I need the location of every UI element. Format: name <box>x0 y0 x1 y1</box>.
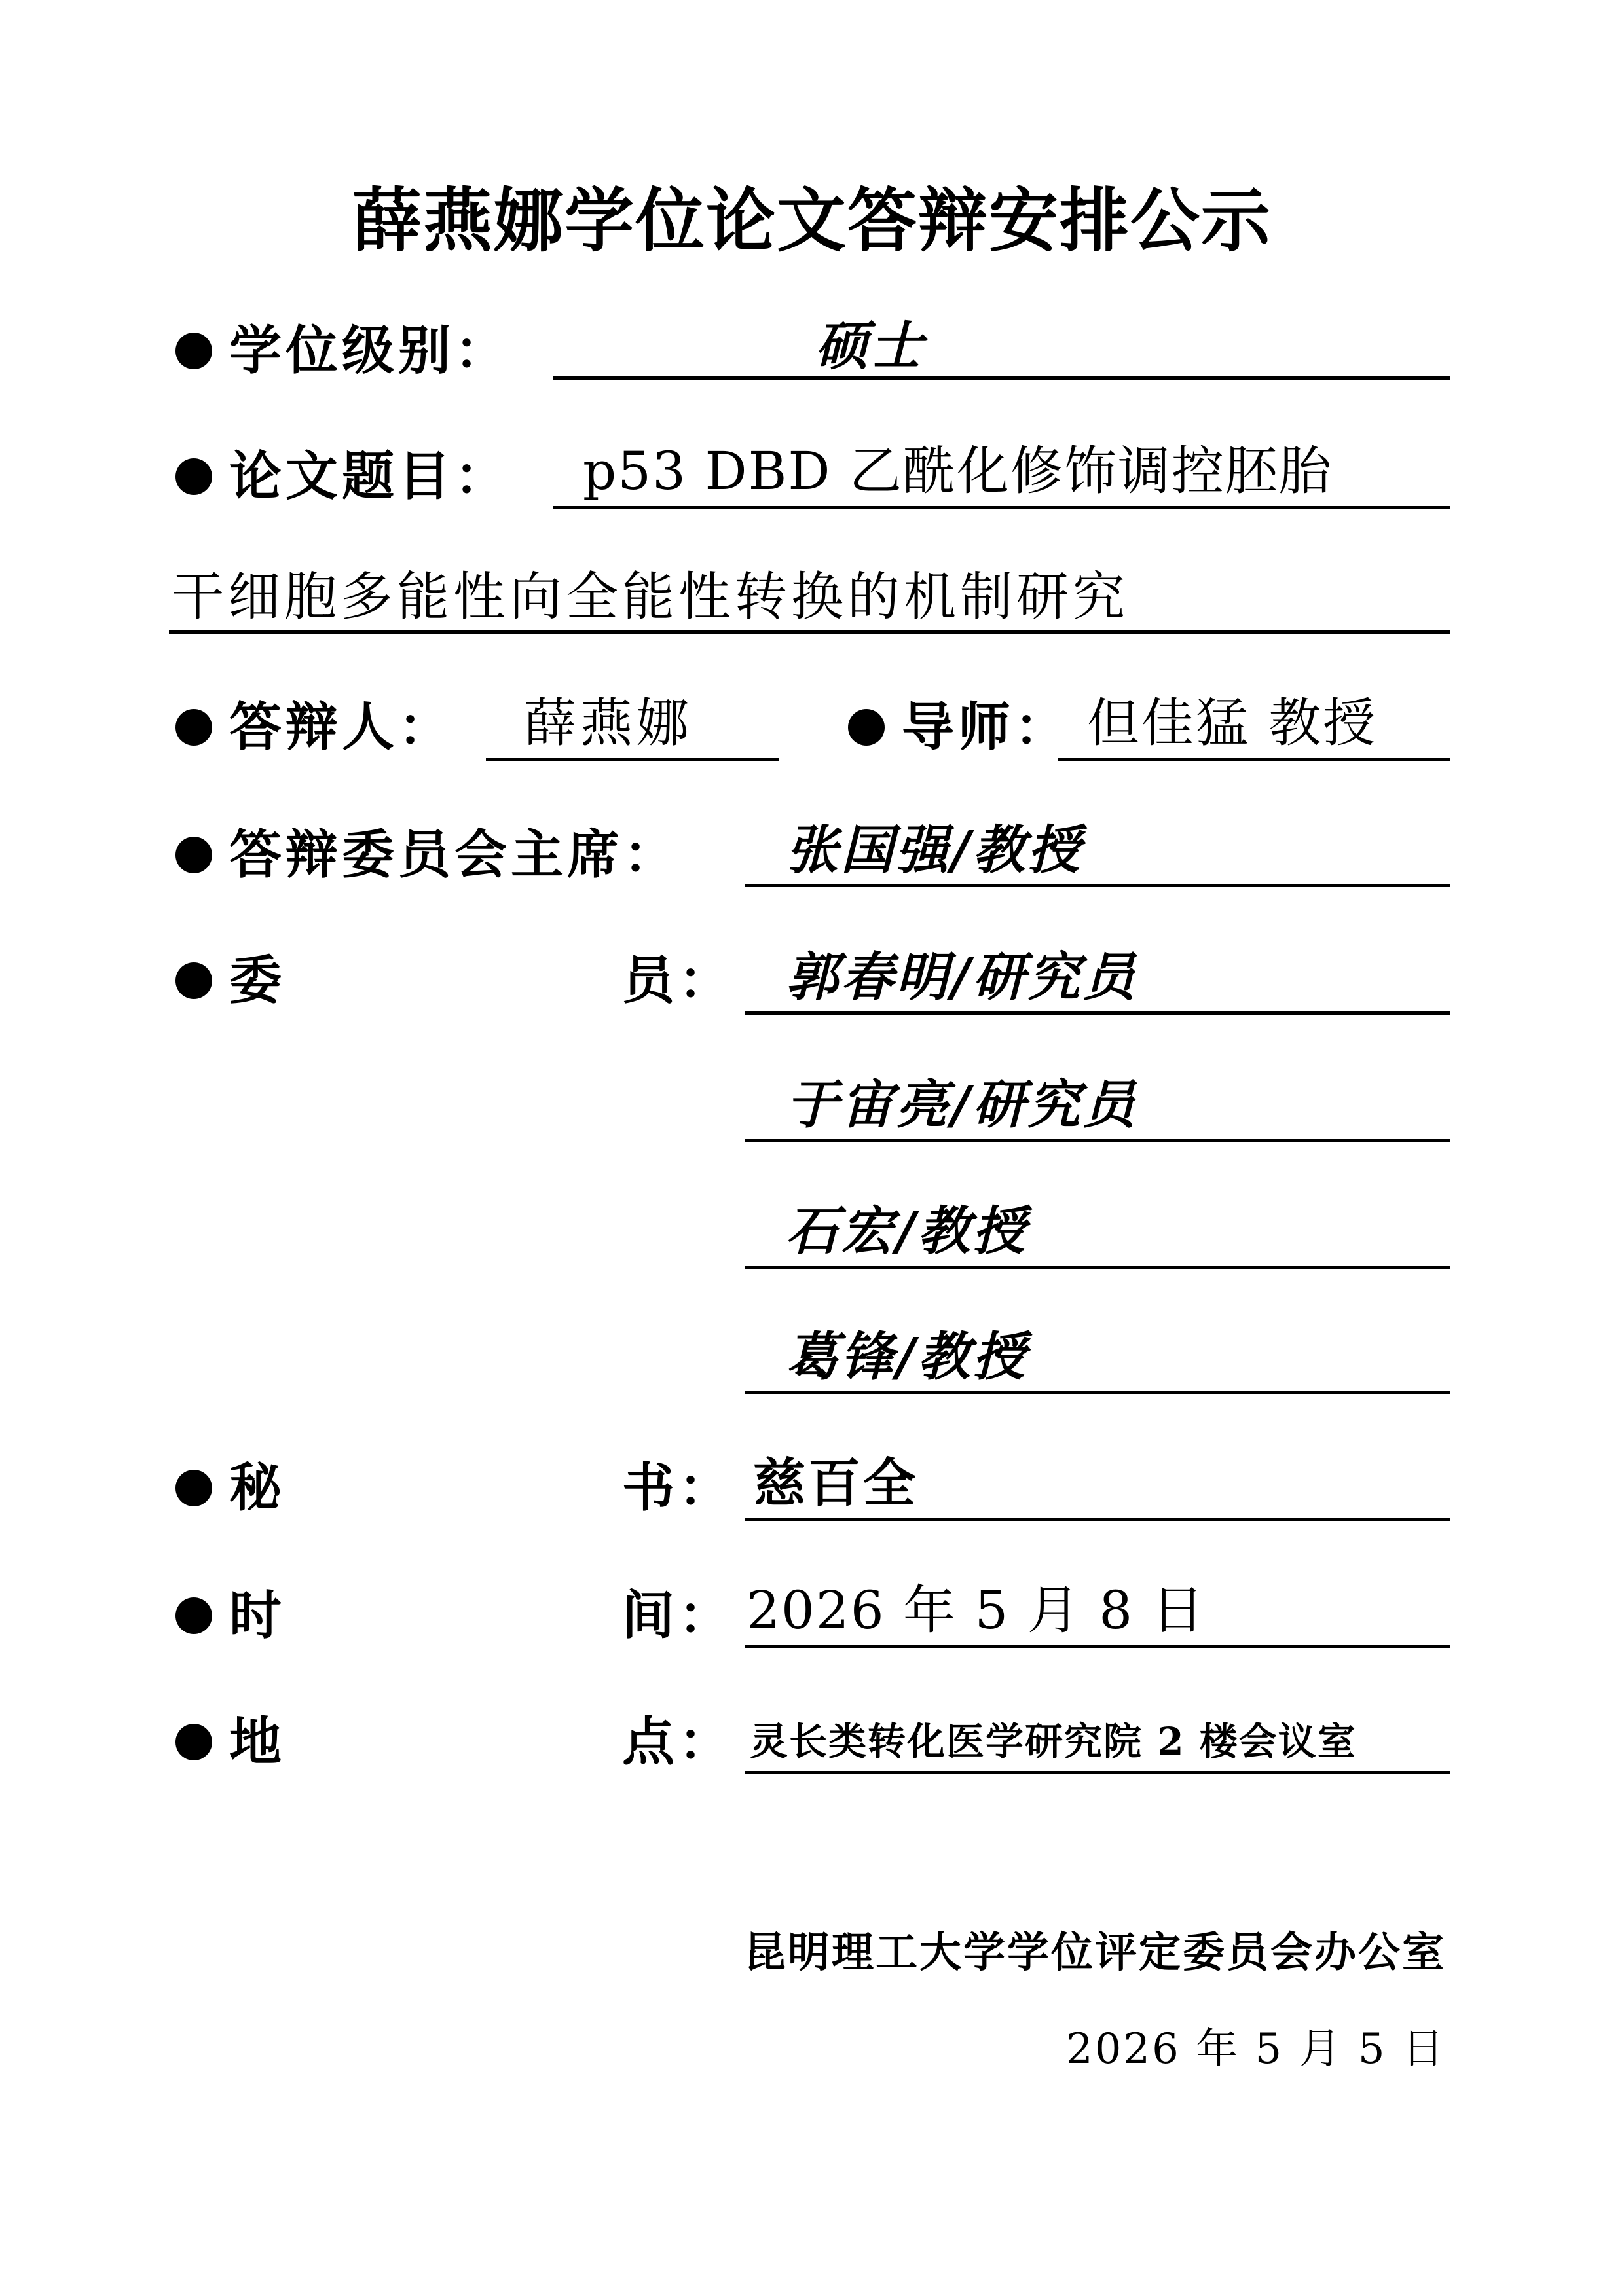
secretary-underline <box>745 1518 1450 1521</box>
time-value: 2026 年 5 月 8 日 <box>747 1580 1206 1641</box>
chair-label: 答辩委员会主席： <box>229 824 680 885</box>
secretary-label-left: 秘 <box>229 1457 286 1518</box>
committee-member: 石宏/教授 <box>786 1200 1028 1262</box>
bullet-icon <box>175 837 212 873</box>
advisor-underline <box>1058 758 1450 761</box>
committee-label-right: 员： <box>622 950 735 1011</box>
member-underline <box>745 1011 1450 1015</box>
defender-value: 薛燕娜 <box>524 693 693 754</box>
degree-value: 硕士 <box>815 315 925 376</box>
location-label-left: 地 <box>229 1711 286 1772</box>
committee-label-left: 委 <box>229 950 286 1011</box>
issuing-office: 昆明理工大学学位评定委员会办公室 <box>744 1929 1446 1977</box>
bullet-icon <box>175 709 212 746</box>
thesis-underline-2 <box>169 630 1450 634</box>
thesis-underline-1 <box>553 506 1450 509</box>
chair-value: 张国强/教授 <box>786 819 1083 881</box>
time-underline <box>745 1645 1450 1648</box>
location-underline <box>745 1771 1450 1774</box>
bullet-icon <box>175 962 212 999</box>
bullet-icon <box>175 458 212 495</box>
bullet-icon <box>848 709 885 746</box>
location-value: 灵长类转化医学研究院 2 楼会议室 <box>750 1719 1357 1764</box>
bullet-icon <box>175 333 212 369</box>
page-title: 薛燕娜学位论文答辩安排公示 <box>352 181 1272 261</box>
bullet-icon <box>175 1724 212 1760</box>
committee-member: 于宙亮/研究员 <box>786 1074 1138 1135</box>
committee-member: 郭春明/研究员 <box>786 946 1138 1008</box>
degree-underline <box>553 376 1450 380</box>
advisor-label: 导师： <box>902 697 1071 757</box>
location-label-right: 点： <box>622 1711 735 1772</box>
bullet-icon <box>175 1470 212 1506</box>
chair-underline <box>745 884 1450 887</box>
advisor-value: 但佳猛 教授 <box>1087 693 1378 754</box>
degree-label: 学位级别： <box>229 320 511 381</box>
secretary-label-right: 书： <box>622 1457 735 1518</box>
committee-member: 葛锋/教授 <box>786 1326 1028 1387</box>
thesis-title-line1: p53 DBD 乙酰化修饰调控胚胎 <box>583 441 1333 501</box>
defender-underline <box>486 758 779 761</box>
issue-date: 2026 年 5 月 5 日 <box>1065 2025 1446 2073</box>
time-label-left: 时 <box>229 1585 286 1646</box>
member-underline <box>745 1139 1450 1142</box>
thesis-label: 论文题目： <box>229 446 511 507</box>
time-label-right: 间： <box>622 1585 735 1646</box>
defender-label: 答辩人： <box>229 697 454 757</box>
secretary-value: 慈百全 <box>753 1452 918 1514</box>
thesis-title-line2: 干细胞多能性向全能性转换的机制研究 <box>172 566 1129 627</box>
member-underline <box>745 1266 1450 1269</box>
bullet-icon <box>175 1597 212 1634</box>
member-underline <box>745 1391 1450 1394</box>
